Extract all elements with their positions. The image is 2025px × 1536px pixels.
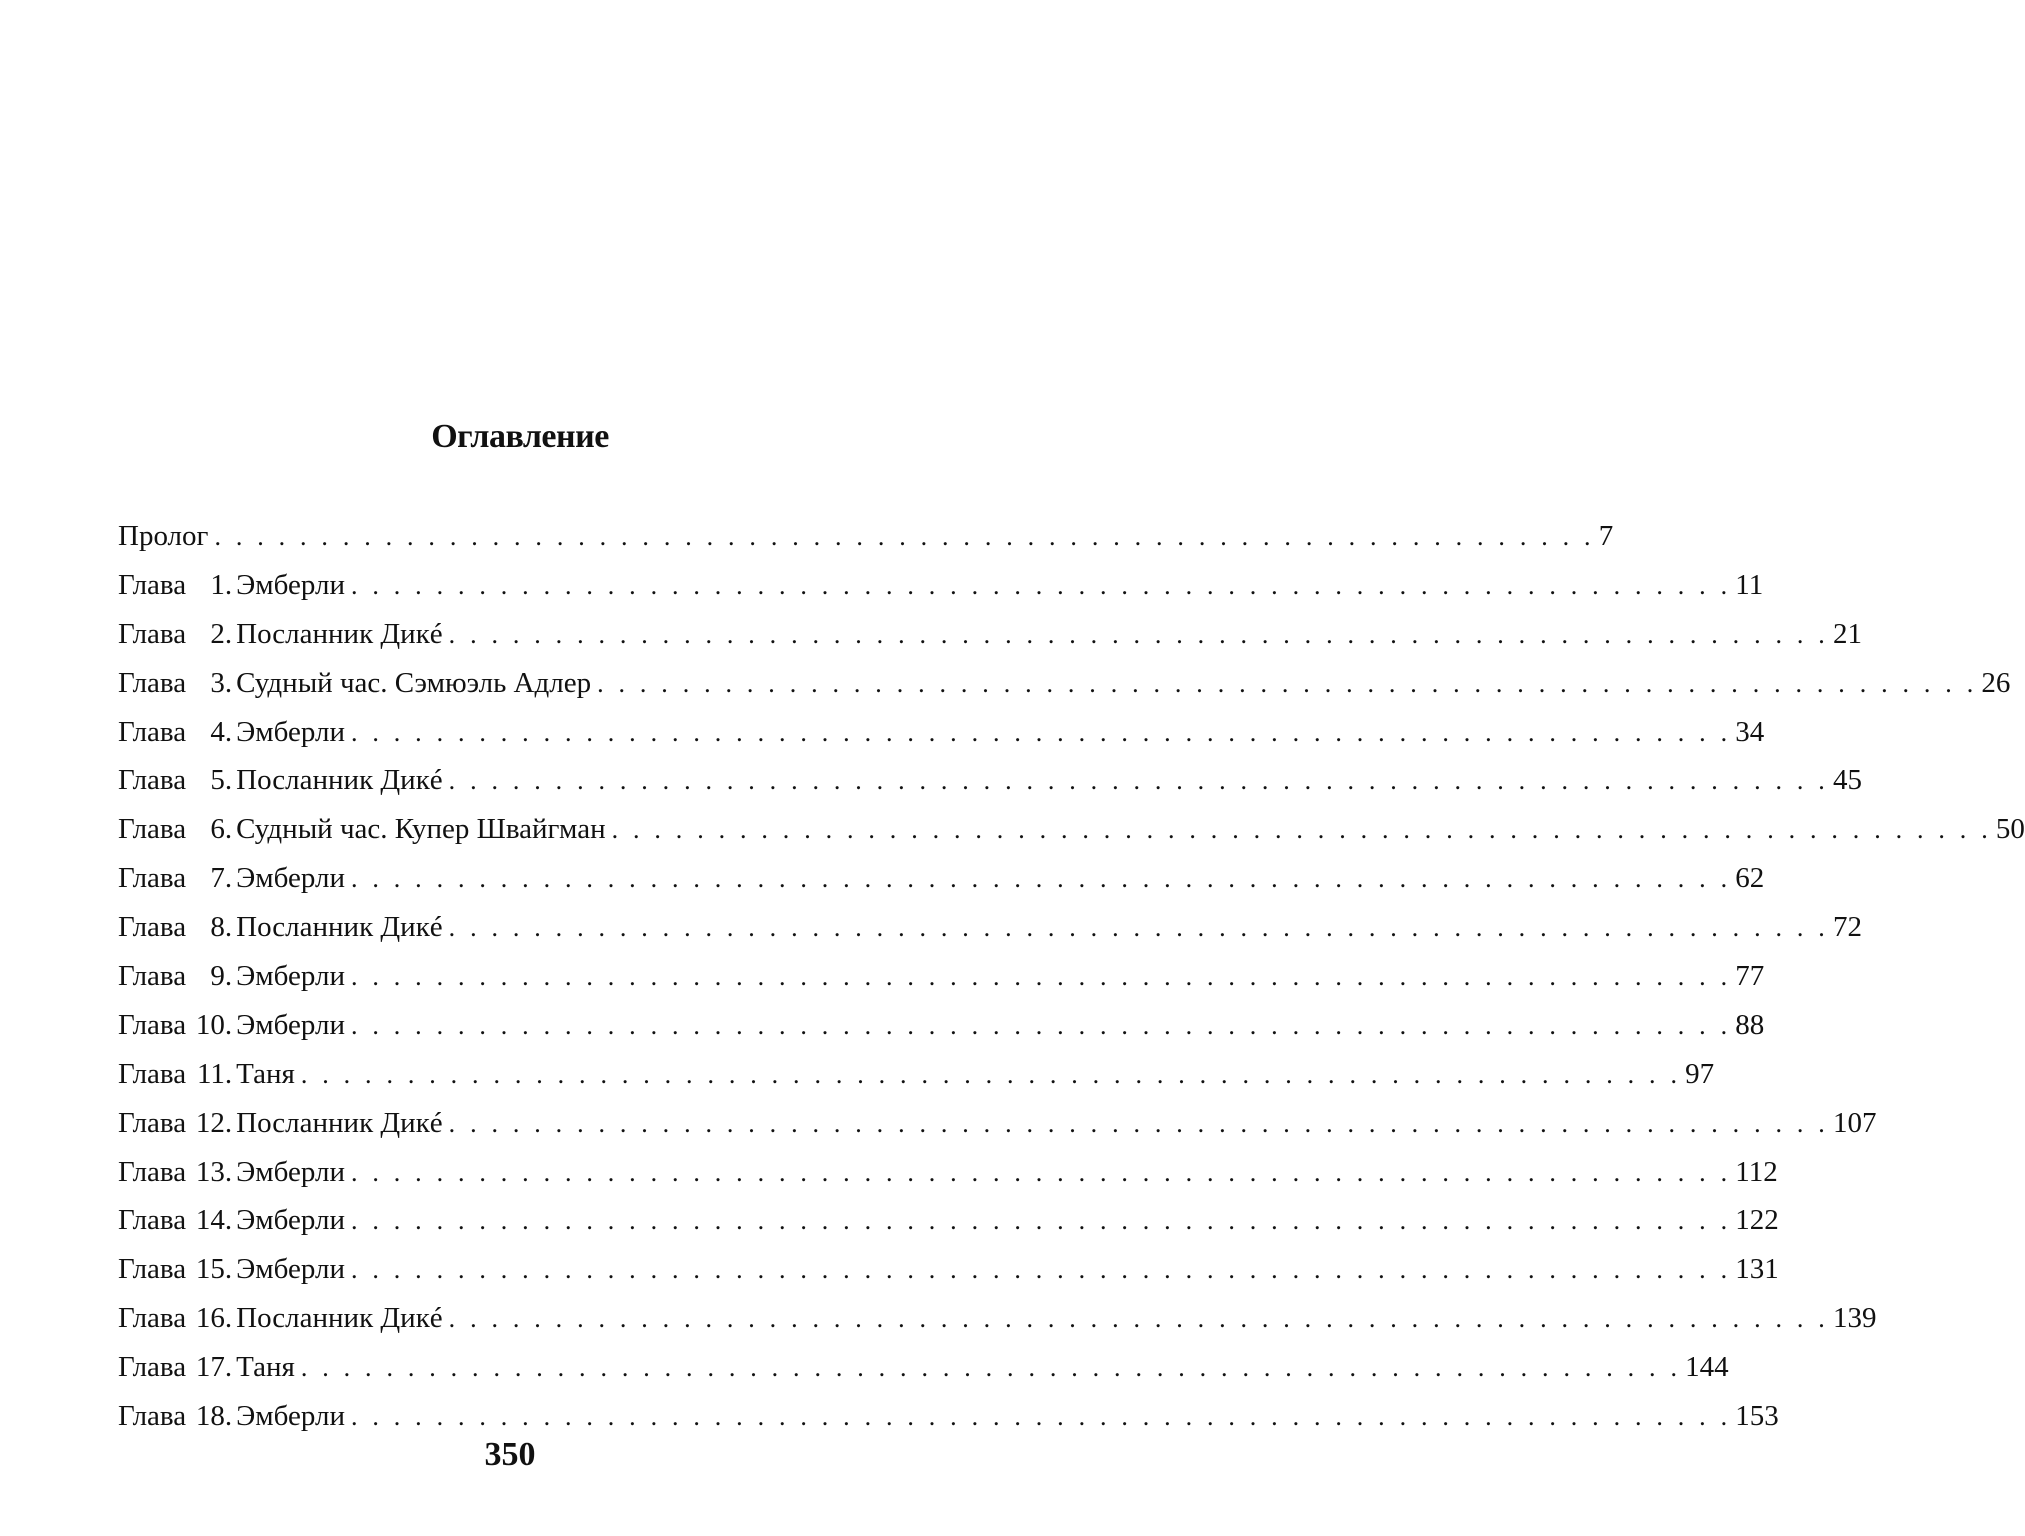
toc-entry-number: 6. [210, 813, 233, 846]
toc-entry-page: 97 [1681, 1050, 1714, 1099]
toc-entry-word: Глава [118, 813, 187, 846]
toc-leader-dots: . . . . . . . . . . . . . . . . . . . . . . . . . . . . . . . . . . . . . . . . . . . . . . . . . . . . . . . . . . . . . . . . . [350, 1255, 1732, 1285]
toc-entry-label [118, 708, 351, 757]
toc-leader-dots: . . . . . . . . . . . . . . . . . . . . . . . . . . . . . . . . . . . . . . . . . . . . . . . . . . . . . . . . . . . . . . . . . [448, 1108, 1829, 1138]
toc-leader-dots: . . . . . . . . . . . . . . . . . . . . . . . . . . . . . . . . . . . . . . . . . . . . . . . . . . . . . . . . . . . . . . . . . [448, 766, 1829, 796]
toc-entry-title: Посланник Дикé [236, 764, 443, 797]
toc-entry-word: Пролог [118, 520, 209, 552]
toc-entry-page: 50 [1992, 805, 2025, 854]
toc-entry-page: 88 [1731, 1001, 1764, 1050]
toc-entry-title: Таня [236, 1351, 295, 1384]
toc-entry-number: 14. [195, 1204, 233, 1237]
toc-leader-dots: . . . . . . . . . . . . . . . . . . . . . . . . . . . . . . . . . . . . . . . . . . . . . . . . . . . . . . . . . . . . . . . . . [350, 1010, 1732, 1040]
toc-entry-page: 122 [1731, 1196, 1779, 1245]
toc-entry-title: Эмберли [236, 862, 345, 895]
toc-entry-page: 45 [1829, 756, 1862, 805]
toc-entry-number: 16. [195, 1302, 233, 1335]
toc-entry-page: 62 [1731, 854, 1764, 903]
toc-entry [118, 805, 2025, 854]
toc-entry-word: Глава [118, 1008, 187, 1041]
toc-entry-page: 112 [1731, 1148, 1777, 1197]
toc-entry [118, 512, 1614, 561]
toc-entry [118, 659, 2011, 708]
toc-entry-label [118, 1343, 301, 1392]
toc-entry-label [118, 610, 449, 659]
toc-entry-page: 26 [1977, 659, 2010, 708]
toc-entry-page: 139 [1829, 1294, 1877, 1343]
toc-entry-number: 1. [210, 568, 233, 601]
toc-entry-word: Глава [118, 666, 187, 699]
toc-leader-dots: . . . . . . . . . . . . . . . . . . . . . . . . . . . . . . . . . . . . . . . . . . . . . . . . . . . . . . . . . . . . . . . . . [350, 1402, 1732, 1432]
toc-entry-label [118, 512, 214, 561]
toc-entry [118, 1148, 1778, 1197]
toc-entry-title: Эмберли [236, 960, 345, 993]
toc-entry-label [118, 1050, 301, 1099]
toc-entry [118, 708, 1765, 757]
toc-entry-label [118, 952, 351, 1001]
toc-entry-label [118, 1245, 351, 1294]
toc-leader-dots: . . . . . . . . . . . . . . . . . . . . . . . . . . . . . . . . . . . . . . . . . . . . . . . . . . . . . . . . . . . . . . . . . [611, 815, 1992, 845]
toc-entry [118, 1001, 1765, 1050]
toc-leader-dots: . . . . . . . . . . . . . . . . . . . . . . . . . . . . . . . . . . . . . . . . . . . . . . . . . . . . . . . . . . . . . . . . . [300, 1059, 1682, 1089]
toc-leader-dots: . . . . . . . . . . . . . . . . . . . . . . . . . . . . . . . . . . . . . . . . . . . . . . . . . . . . . . . . . . . . . . . . . [214, 522, 1595, 551]
toc-leader-dots: . . . . . . . . . . . . . . . . . . . . . . . . . . . . . . . . . . . . . . . . . . . . . . . . . . . . . . . . . . . . . . . . . [350, 1157, 1732, 1187]
toc-heading: Оглавление [431, 418, 609, 455]
toc-entry-number: 8. [210, 911, 233, 944]
toc-entry-title: Эмберли [236, 568, 345, 601]
toc-leader-dots: . . . . . . . . . . . . . . . . . . . . . . . . . . . . . . . . . . . . . . . . . . . . . . . . . . . . . . . . . . . . . . . . . [350, 570, 1732, 600]
toc-entry [118, 1343, 1729, 1392]
toc-leader-dots: . . . . . . . . . . . . . . . . . . . . . . . . . . . . . . . . . . . . . . . . . . . . . . . . . . . . . . . . . . . . . . . . . [448, 1304, 1829, 1334]
toc-leader-dots: . . . . . . . . . . . . . . . . . . . . . . . . . . . . . . . . . . . . . . . . . . . . . . . . . . . . . . . . . . . . . . . . . [448, 913, 1829, 943]
toc-entry [118, 1196, 1779, 1245]
toc-entry-number: 3. [210, 666, 233, 699]
toc-entry-label [118, 903, 449, 952]
toc-entry-page: 131 [1731, 1245, 1779, 1294]
toc-entry-word: Глава [118, 764, 187, 797]
toc-entry [118, 903, 1862, 952]
toc-entry [118, 1099, 1877, 1148]
toc-entry-number: 17. [195, 1351, 233, 1384]
toc-entry-label [118, 1099, 449, 1148]
toc-leader-dots: . . . . . . . . . . . . . . . . . . . . . . . . . . . . . . . . . . . . . . . . . . . . . . . . . . . . . . . . . . . . . . . . . [300, 1353, 1682, 1383]
toc-entry-title: Посланник Дикé [236, 1302, 443, 1335]
toc-entry-title: Эмберли [236, 1008, 345, 1041]
toc-entry-label [118, 1001, 351, 1050]
toc-entry [118, 1294, 1877, 1343]
toc-entry-title: Эмберли [236, 1400, 345, 1433]
toc-entry-page: 34 [1731, 708, 1764, 757]
toc-entry-word: Глава [118, 1302, 187, 1335]
toc-entry-title: Эмберли [236, 1204, 345, 1237]
toc-entry-title: Посланник Дикé [236, 1106, 443, 1139]
toc-entry-title: Судный час. Купер Швайгман [236, 813, 606, 846]
toc-entry [118, 756, 1862, 805]
toc-entry-number: 7. [210, 862, 233, 895]
toc-leader-dots: . . . . . . . . . . . . . . . . . . . . . . . . . . . . . . . . . . . . . . . . . . . . . . . . . . . . . . . . . . . . . . . . . [597, 668, 1978, 698]
toc-entry-word: Глава [118, 1106, 187, 1139]
toc-entry-number: 13. [195, 1155, 233, 1188]
toc-entry-number: 11. [196, 1057, 233, 1090]
toc-entry-number: 9. [210, 960, 233, 993]
toc-entry [118, 1245, 1779, 1294]
toc-entry-page: 153 [1731, 1392, 1779, 1441]
toc-leader-dots: . . . . . . . . . . . . . . . . . . . . . . . . . . . . . . . . . . . . . . . . . . . . . . . . . . . . . . . . . . . . . . . . . [350, 717, 1732, 747]
toc-entry-word: Глава [118, 1155, 187, 1188]
toc-entry-label [118, 756, 449, 805]
toc-entry-number: 18. [195, 1400, 233, 1433]
toc-entry-title: Посланник Дикé [236, 617, 443, 650]
toc-entry-word: Глава [118, 715, 187, 748]
toc-entry-label [118, 561, 351, 610]
toc-entry-title: Посланник Дикé [236, 911, 443, 944]
toc-entry-page: 7 [1595, 512, 1614, 561]
toc-entry-word: Глава [118, 1057, 187, 1090]
toc-entry-title: Эмберли [236, 715, 345, 748]
toc-entry-word: Глава [118, 617, 187, 650]
toc-leader-dots: . . . . . . . . . . . . . . . . . . . . . . . . . . . . . . . . . . . . . . . . . . . . . . . . . . . . . . . . . . . . . . . . . [350, 1206, 1732, 1236]
toc-entry-title: Таня [236, 1057, 295, 1090]
toc-leader-dots: . . . . . . . . . . . . . . . . . . . . . . . . . . . . . . . . . . . . . . . . . . . . . . . . . . . . . . . . . . . . . . . . . [448, 619, 1829, 649]
toc-leader-dots: . . . . . . . . . . . . . . . . . . . . . . . . . . . . . . . . . . . . . . . . . . . . . . . . . . . . . . . . . . . . . . . . . [350, 864, 1732, 894]
toc-entry-number: 12. [195, 1106, 233, 1139]
toc-entry [118, 610, 1862, 659]
toc-entry [118, 952, 1765, 1001]
toc-entry-page: 144 [1681, 1343, 1729, 1392]
toc-entry-word: Глава [118, 1400, 187, 1433]
toc-entry-page: 11 [1731, 561, 1763, 610]
toc-entry-label [118, 659, 597, 708]
toc-entry-page: 21 [1829, 610, 1862, 659]
toc-entry-title: Эмберли [236, 1253, 345, 1286]
toc-entry-number: 2. [210, 617, 233, 650]
toc-leader-dots: . . . . . . . . . . . . . . . . . . . . . . . . . . . . . . . . . . . . . . . . . . . . . . . . . . . . . . . . . . . . . . . . . [350, 962, 1732, 992]
toc-entry-label [118, 854, 351, 903]
toc-entry-number: 4. [210, 715, 233, 748]
toc-entry-word: Глава [118, 911, 187, 944]
toc-list [118, 512, 2025, 1441]
toc-entry [118, 1050, 1715, 1099]
toc-entry-page: 72 [1829, 903, 1862, 952]
toc-entry-title: Судный час. Сэмюэль Адлер [236, 666, 592, 699]
toc-entry-title: Эмберли [236, 1155, 345, 1188]
toc-entry-label [118, 1294, 449, 1343]
toc-entry-page: 77 [1731, 952, 1764, 1001]
toc-entry [118, 854, 1765, 903]
toc-entry-label [118, 1148, 351, 1197]
toc-entry-page: 107 [1829, 1099, 1877, 1148]
toc-entry-word: Глава [118, 1204, 187, 1237]
toc-entry-label [118, 805, 612, 854]
toc-entry-number: 15. [195, 1253, 233, 1286]
toc-entry-word: Глава [118, 960, 187, 993]
toc-entry-word: Глава [118, 1351, 187, 1384]
toc-entry-word: Глава [118, 568, 187, 601]
toc-entry-label [118, 1196, 351, 1245]
toc-entry-word: Глава [118, 1253, 187, 1286]
toc-entry-number: 10. [195, 1008, 233, 1041]
toc-entry-number: 5. [210, 764, 233, 797]
page-number: 350 [484, 1436, 536, 1473]
toc-entry [118, 561, 1764, 610]
toc-entry-word: Глава [118, 862, 187, 895]
